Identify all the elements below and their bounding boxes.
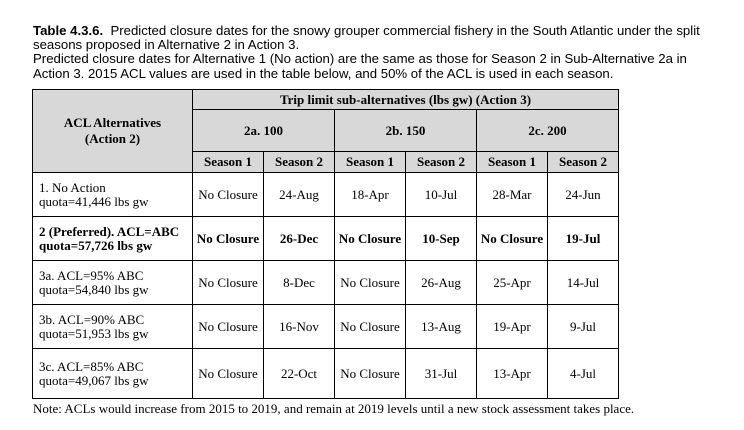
closure-date-cell: 26-Dec xyxy=(264,217,335,261)
row-label-alternative: 1. No Action xyxy=(39,179,106,195)
caption-line-2: Predicted closure dates for Alternative 1 (No action) are the same as those for Season 2 in Sub-Alternative 2a in Action 3. 2015 ACL values are used in the table below, and 50% of the ACL is used in each season. xyxy=(33,51,687,81)
table-number: Table 4.3.6. xyxy=(33,23,104,38)
sub-alternative-header-2c: 2c. 200 xyxy=(477,110,619,152)
row-label-quota: quota=51,953 lbs gw xyxy=(39,325,149,341)
closure-date-cell: No Closure xyxy=(335,217,406,261)
closure-date-cell: No Closure xyxy=(335,305,406,349)
closure-date-cell: 24-Aug xyxy=(264,173,335,217)
season-header: Season 2 xyxy=(548,152,619,173)
closure-date-cell: 22-Oct xyxy=(264,349,335,399)
corner-header xyxy=(33,90,193,173)
row-label-alternative: 3a. ACL=95% ABC xyxy=(39,267,144,283)
row-label xyxy=(33,173,193,217)
closure-date-cell: No Closure xyxy=(193,173,264,217)
sub-alternative-header-2a: 2a. 100 xyxy=(193,110,335,152)
closure-date-cell: No Closure xyxy=(193,217,264,261)
sub-alternative-header-2b: 2b. 150 xyxy=(335,110,477,152)
closure-date-cell: No Closure xyxy=(335,349,406,399)
season-header: Season 1 xyxy=(193,152,264,173)
season-header: Season 1 xyxy=(335,152,406,173)
table-note: Note: ACLs would increase from 2015 to 2019, and remain at 2019 levels until a new stock assessment takes place. xyxy=(33,401,635,416)
closure-date-cell: 9-Jul xyxy=(548,305,619,349)
closure-date-cell: No Closure xyxy=(477,217,548,261)
closure-date-cell: 10-Sep xyxy=(406,217,477,261)
season-header: Season 2 xyxy=(264,152,335,173)
closure-date-cell: 4-Jul xyxy=(548,349,619,399)
table-row xyxy=(33,305,619,349)
table-row xyxy=(33,349,619,399)
row-label-alternative: 2 (Preferred). ACL=ABC xyxy=(39,223,180,239)
row-label-quota: quota=54,840 lbs gw xyxy=(39,281,149,297)
table-caption xyxy=(33,24,723,81)
closure-date-cell: 13-Aug xyxy=(406,305,477,349)
closure-date-cell: 28-Mar xyxy=(477,173,548,217)
table-row xyxy=(33,217,619,261)
closure-date-cell: 19-Apr xyxy=(477,305,548,349)
row-label-quota: quota=41,446 lbs gw xyxy=(39,193,149,209)
row-label-alternative: 3c. ACL=85% ABC xyxy=(39,358,144,374)
table-row xyxy=(33,173,619,217)
closure-date-cell: 18-Apr xyxy=(335,173,406,217)
closure-date-cell: No Closure xyxy=(335,261,406,305)
closure-date-cell: 14-Jul xyxy=(548,261,619,305)
table-row xyxy=(33,261,619,305)
closure-date-cell: 13-Apr xyxy=(477,349,548,399)
row-label xyxy=(33,217,193,261)
closure-dates-table xyxy=(32,89,619,399)
table-body xyxy=(33,173,619,399)
closure-date-cell: 31-Jul xyxy=(406,349,477,399)
row-label xyxy=(33,305,193,349)
closure-date-cell: 10-Jul xyxy=(406,173,477,217)
row-label xyxy=(33,261,193,305)
closure-date-cell: 19-Jul xyxy=(548,217,619,261)
row-label-quota: quota=57,726 lbs gw xyxy=(39,237,153,253)
row-label-alternative: 3b. ACL=90% ABC xyxy=(39,311,145,327)
closure-date-cell: 24-Jun xyxy=(548,173,619,217)
corner-header-line-2: (Action 2) xyxy=(84,131,141,146)
closure-date-cell: 25-Apr xyxy=(477,261,548,305)
closure-date-cell: No Closure xyxy=(193,305,264,349)
closure-date-cell: No Closure xyxy=(193,349,264,399)
season-header: Season 2 xyxy=(406,152,477,173)
closure-date-cell: 8-Dec xyxy=(264,261,335,305)
row-label-quota: quota=49,067 lbs gw xyxy=(39,372,149,388)
closure-date-cell: 26-Aug xyxy=(406,261,477,305)
corner-header-line-1: ACL Alternatives xyxy=(63,115,162,130)
season-header: Season 1 xyxy=(477,152,548,173)
closure-date-cell: 16-Nov xyxy=(264,305,335,349)
group-header: Trip limit sub-alternatives (lbs gw) (Action 3) xyxy=(193,90,619,110)
closure-date-cell: No Closure xyxy=(193,261,264,305)
caption-line-1: Predicted closure dates for the snowy grouper commercial fishery in the South Atlantic under the split seasons proposed in Alternative 2 in Action 3. xyxy=(33,23,700,53)
row-label xyxy=(33,349,193,399)
